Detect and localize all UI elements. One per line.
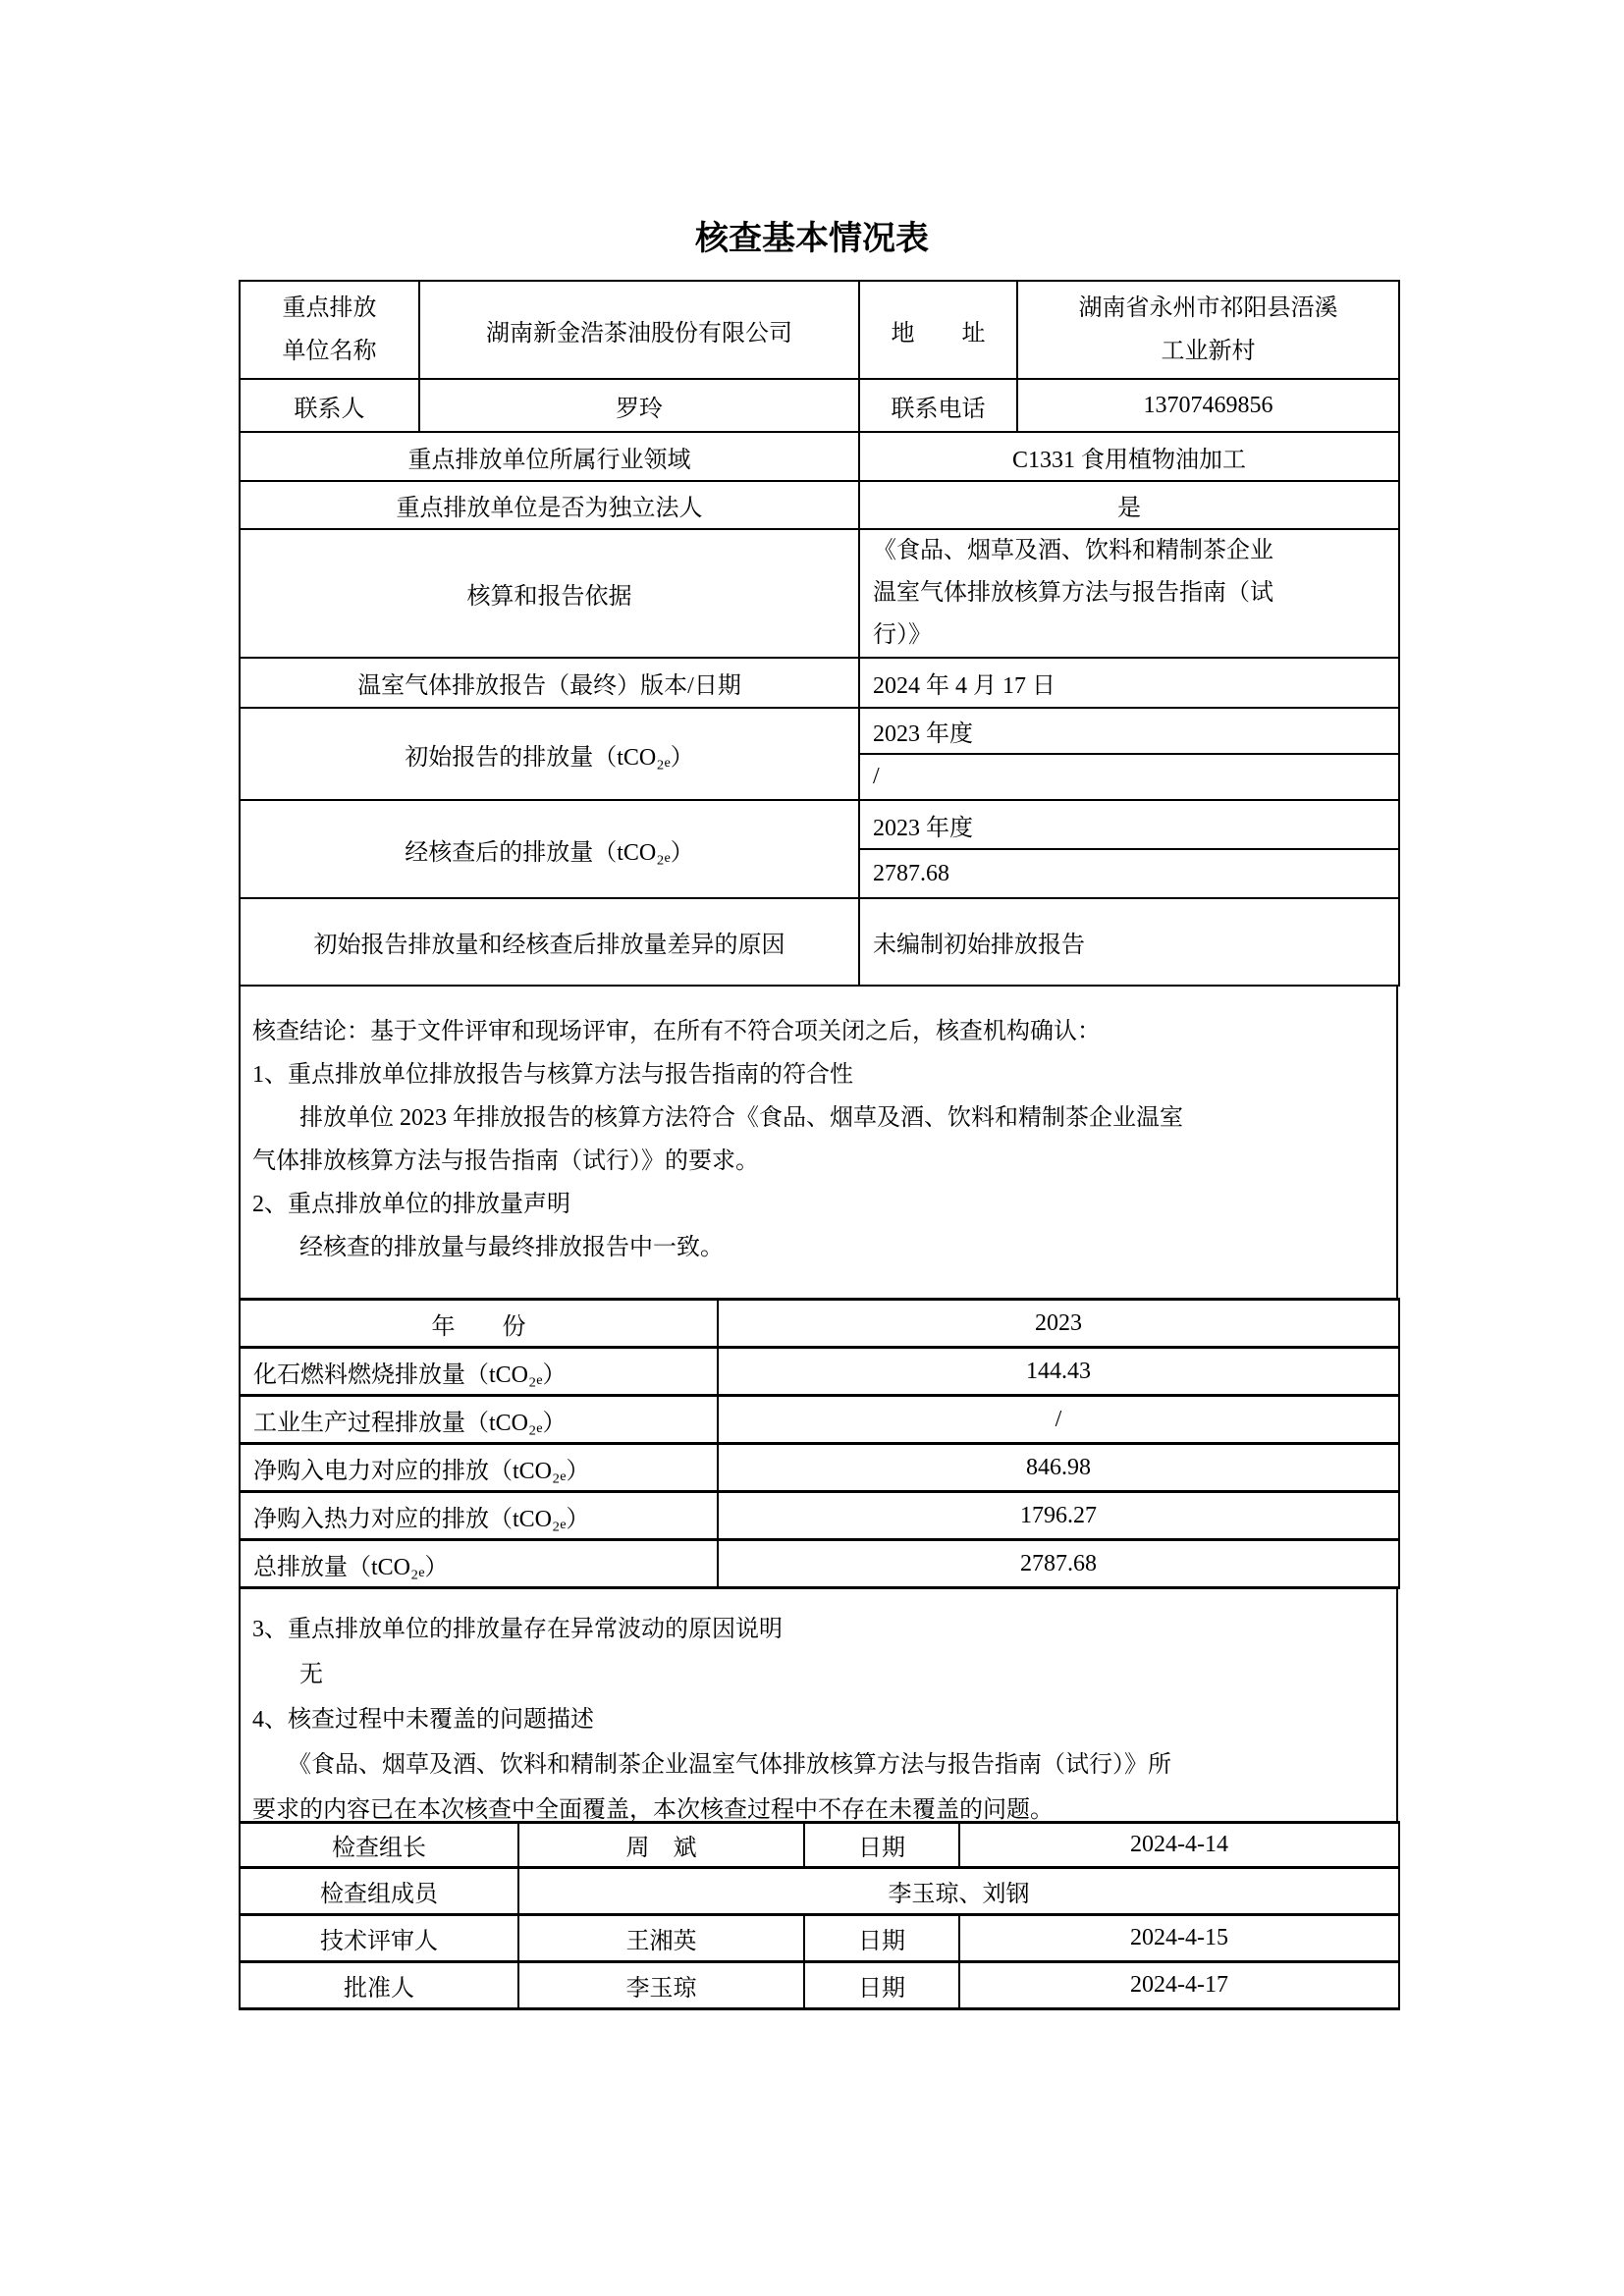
table-row	[240, 1348, 1399, 1396]
table-row	[240, 281, 1399, 379]
section3-line2: 无	[252, 1662, 323, 1687]
team-leader-date: 2024-4-14	[959, 1823, 1399, 1868]
address-value	[1017, 281, 1399, 379]
tech-reviewer-date-label: 日期	[804, 1915, 959, 1962]
industry-label: 重点排放单位所属行业领域	[240, 432, 859, 481]
table-row	[240, 1444, 1399, 1492]
unit-name-label-line2: 单位名称	[282, 339, 377, 364]
total-emission-label: 总排放量（tCO₂ₑ）	[240, 1540, 718, 1588]
conclusion-line5: 2、重点排放单位的排放量声明	[252, 1192, 570, 1217]
approver-label: 批准人	[240, 1962, 518, 2009]
industry-value: C1331 食用植物油加工	[859, 432, 1399, 481]
tech-reviewer-name: 王湘英	[518, 1915, 804, 1962]
contact-value: 罗玲	[419, 379, 859, 432]
conclusion-line4: 气体排放核算方法与报告指南（试行）》的要求。	[252, 1148, 759, 1174]
unit-name-label-line1: 重点排放	[282, 295, 377, 321]
section3-line1: 3、重点排放单位的排放量存在异常波动的原因说明	[252, 1617, 783, 1642]
legal-entity-value: 是	[859, 481, 1399, 529]
conclusion-line6: 经核查的排放量与最终排放报告中一致。	[252, 1235, 724, 1260]
initial-emission-value: /	[859, 754, 1399, 800]
verification-form	[239, 280, 1398, 2010]
heat-label: 净购入热力对应的排放（tCO₂ₑ）	[240, 1492, 718, 1540]
conclusion-line1: 核查结论：基于文件评审和现场评审，在所有不符合项关闭之后，核查机构确认：	[252, 1019, 1101, 1044]
heat-value: 1796.27	[718, 1492, 1399, 1540]
verified-emission-label: 经核查后的排放量（tCO₂ₑ）	[240, 800, 859, 898]
report-version-label: 温室气体排放报告（最终）版本/日期	[240, 658, 859, 708]
table-row	[240, 432, 1399, 481]
address-line1: 湖南省永州市祁阳县浯溪	[1078, 295, 1338, 321]
year-label: 年 份	[240, 1300, 718, 1348]
conclusion-line3: 排放单位 2023 年排放报告的核算方法符合《食品、烟草及酒、饮料和精制茶企业温室	[252, 1105, 1183, 1131]
industrial-process-label: 工业生产过程排放量（tCO₂ₑ）	[240, 1396, 718, 1444]
fossil-fuel-value: 144.43	[718, 1348, 1399, 1396]
contact-label: 联系人	[240, 379, 419, 432]
basis-line3: 行）》	[873, 622, 932, 648]
address-label: 地 址	[859, 281, 1017, 379]
team-members-names: 李玉琼、刘钢	[518, 1868, 1399, 1915]
verified-emission-year: 2023 年度	[859, 800, 1399, 849]
team-leader-name: 周 斌	[518, 1823, 804, 1868]
initial-emission-year: 2023 年度	[859, 708, 1399, 754]
approver-date: 2024-4-17	[959, 1962, 1399, 2009]
team-leader-date-label: 日期	[804, 1823, 959, 1868]
industrial-process-value: /	[718, 1396, 1399, 1444]
diff-reason-label: 初始报告排放量和经核查后排放量差异的原因	[240, 898, 859, 986]
tech-reviewer-label: 技术评审人	[240, 1915, 518, 1962]
total-emission-value: 2787.68	[718, 1540, 1399, 1588]
team-leader-label: 检查组长	[240, 1823, 518, 1868]
initial-emission-label: 初始报告的排放量（tCO₂ₑ）	[240, 708, 859, 800]
unit-name-label	[240, 281, 419, 379]
section4-line3: 要求的内容已在本次核查中全面覆盖，本次核查过程中不存在未覆盖的问题。	[252, 1797, 1054, 1823]
table-row	[240, 898, 1399, 986]
section4-line1: 4、核查过程中未覆盖的问题描述	[252, 1707, 594, 1733]
phone-value: 13707469856	[1017, 379, 1399, 432]
phone-label: 联系电话	[859, 379, 1017, 432]
fossil-fuel-label: 化石燃料燃烧排放量（tCO₂ₑ）	[240, 1348, 718, 1396]
year-value: 2023	[718, 1300, 1399, 1348]
page-title: 核查基本情况表	[695, 221, 929, 257]
table-row	[240, 379, 1399, 432]
table-row	[240, 1962, 1399, 2009]
basis-line2: 温室气体排放核算方法与报告指南（试	[873, 580, 1273, 606]
section4-line2: 《食品、烟草及酒、饮料和精制茶企业温室气体排放核算方法与报告指南（试行）》所	[252, 1752, 1171, 1778]
table-row	[240, 1915, 1399, 1962]
diff-reason-value: 未编制初始排放报告	[859, 898, 1399, 986]
table-row	[240, 1492, 1399, 1540]
legal-entity-label: 重点排放单位是否为独立法人	[240, 481, 859, 529]
conclusion-text	[239, 987, 1398, 1298]
basis-label: 核算和报告依据	[240, 529, 859, 658]
team-members-label: 检查组成员	[240, 1868, 518, 1915]
table-row	[240, 1540, 1399, 1588]
verified-emission-value: 2787.68	[859, 849, 1399, 898]
tech-reviewer-date: 2024-4-15	[959, 1915, 1399, 1962]
conclusion-line2: 1、重点排放单位排放报告与核算方法与报告指南的符合性	[252, 1062, 853, 1088]
table-row	[240, 481, 1399, 529]
electricity-value: 846.98	[718, 1444, 1399, 1492]
address-line2: 工业新村	[1161, 339, 1256, 364]
table-row	[240, 1300, 1399, 1348]
approver-date-label: 日期	[804, 1962, 959, 2009]
table-row	[240, 708, 1399, 754]
sections-text	[239, 1589, 1398, 1821]
table-row	[240, 800, 1399, 849]
approver-name: 李玉琼	[518, 1962, 804, 2009]
emissions-table	[239, 1298, 1400, 1589]
unit-name-value: 湖南新金浩茶油股份有限公司	[419, 281, 859, 379]
signature-table	[239, 1821, 1400, 2010]
table-row	[240, 1396, 1399, 1444]
table-row	[240, 1868, 1399, 1915]
table-row	[240, 658, 1399, 708]
electricity-label: 净购入电力对应的排放（tCO₂ₑ）	[240, 1444, 718, 1492]
basis-value	[859, 529, 1399, 658]
info-table	[239, 280, 1400, 987]
table-row	[240, 529, 1399, 658]
report-version-value: 2024 年 4 月 17 日	[859, 658, 1399, 708]
basis-line1: 《食品、烟草及酒、饮料和精制茶企业	[873, 538, 1273, 563]
